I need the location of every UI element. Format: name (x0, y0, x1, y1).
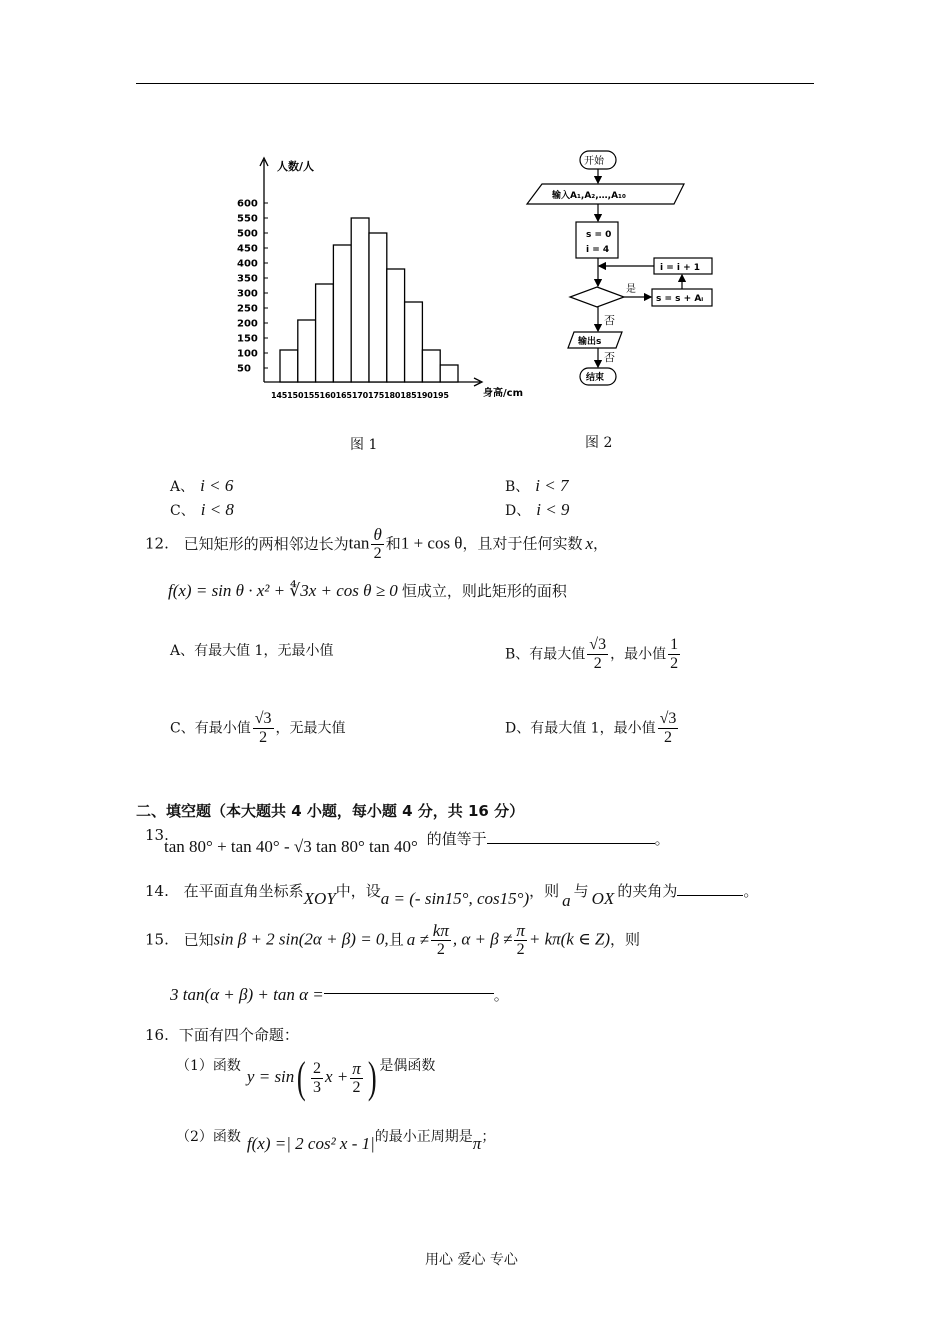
histogram-bar-165-170 (351, 218, 369, 382)
q14-answer-blank[interactable] (677, 895, 743, 896)
q15-answer-blank[interactable] (324, 993, 494, 994)
histogram-bar-155-160 (316, 284, 334, 382)
q15-stem-line1: 15. 已知sin β + 2 sin(2α + β) = 0,且 a ≠ $\frac{k\pi}{2}$ , α + β ≠ $\frac{\pi}{2}$ + kπ(k ∈ Z)，则 (145, 921, 641, 958)
y-tick-label: 550 (237, 213, 258, 225)
histogram-bar-185-190 (422, 350, 440, 382)
x-axis-label: 身高/cm (483, 388, 523, 399)
y-tick-label: 500 (237, 228, 258, 240)
figure1-caption: 图 1 (350, 437, 378, 453)
q13-answer-blank[interactable] (487, 843, 655, 844)
end-label: 结束 (586, 373, 605, 383)
q12-stem-line1: 12. 已知矩形的两相邻边长为tan $\frac{\theta}{2}$ 和1 + cos θ，且对于任何实数 x， (145, 525, 609, 562)
q12-option-a: A、有最大值 1，无最小值 (170, 643, 334, 659)
flowchart-figure (522, 146, 722, 396)
decision-node (570, 287, 624, 307)
y-tick-label: 600 (237, 198, 258, 210)
y-axis-label: 人数/人 (277, 160, 315, 173)
no-label-1: 否 (604, 314, 615, 327)
histogram-figure (225, 150, 535, 415)
y-tick-label: 350 (237, 273, 258, 285)
y-tick-label: 100 (237, 348, 258, 360)
q15-stem-line2: 3 tan(α + β) + tan α = 。 (170, 985, 509, 1004)
histogram-bar-180-185 (405, 302, 423, 382)
yes-label: 是 (626, 284, 636, 295)
q11-option-d: D、 i < 9 (505, 500, 570, 519)
y-tick-label: 50 (237, 363, 251, 375)
histogram-bar-160-165 (333, 245, 351, 382)
q13-stem: 13. (145, 826, 169, 844)
figure2-caption: 图 2 (585, 435, 613, 451)
histogram-bar-190-195 (440, 365, 458, 382)
x-tick-labels: 145150155160165170175180185190195 (271, 391, 449, 400)
header-rule (136, 83, 814, 84)
output-label: 输出s (578, 337, 602, 347)
q12-option-c: C、有最小值 $\frac{√3}{2}$ ，无最大值 (170, 710, 346, 746)
start-label: 开始 (584, 156, 604, 167)
init-i-label: i = 4 (586, 245, 610, 255)
histogram-bar-145-150 (280, 350, 298, 382)
accumulate-label: s = s + Aᵢ (656, 294, 704, 304)
y-tick-label: 400 (237, 258, 258, 270)
q11-option-a: A、 i < 6 (170, 476, 234, 495)
y-tick-label: 250 (237, 303, 258, 315)
section-2-heading: 二、填空题（本大题共 4 小题，每小题 4 分，共 16 分） (136, 802, 525, 820)
histogram-bar-170-175 (369, 233, 387, 382)
y-tick-label: 150 (237, 333, 258, 345)
y-tick-label: 200 (237, 318, 258, 330)
q16-proposition-1: （1）函数y = sin( $\frac{2}{3}$ x + $\frac{\pi}{2}$ ) 是偶函数 (176, 1053, 436, 1102)
q11-option-c: C、 i < 8 (170, 500, 234, 519)
histogram-bar-150-155 (298, 320, 316, 382)
q16-stem: 16. 下面有四个命题： (145, 1026, 299, 1044)
input-label: 输入A₁,A₂,…,A₁₀ (552, 191, 626, 201)
y-tick-label: 450 (237, 243, 258, 255)
y-tick-label: 300 (237, 288, 258, 300)
q12-option-b: B、有最大值 $\frac{√3}{2}$ ，最小值 $\frac{1}{2}$ (505, 636, 679, 672)
q16-proposition-2: （2）函数 f(x) =| 2 cos² x - 1|的最小正周期是π； (176, 1129, 496, 1153)
q12-option-d: D、有最大值 1，最小值 $\frac{√3}{2}$ (505, 710, 677, 746)
histogram-bar-175-180 (387, 269, 405, 382)
page-footer: 用心 爱心 专心 (425, 1252, 518, 1268)
increment-label: i = i + 1 (660, 263, 701, 273)
q14-stem: 14. 在平面直角坐标系XOY中，设a = (- sin15°, cos15°)，则 a 与 OX 的夹角为 。 (145, 882, 759, 910)
q13-body: tan 80° + tan 40° - √3 tan 80° tan 40° 的值等于 。 (164, 830, 670, 856)
no-label-2: 否 (604, 351, 615, 364)
init-s-label: s = 0 (586, 230, 612, 240)
q12-stem-line2: f(x) = sin θ · x² + ∜3x + cos θ ≥ 0 恒成立，则此矩形的面积 (168, 581, 567, 600)
q11-option-b: B、 i < 7 (505, 476, 569, 495)
